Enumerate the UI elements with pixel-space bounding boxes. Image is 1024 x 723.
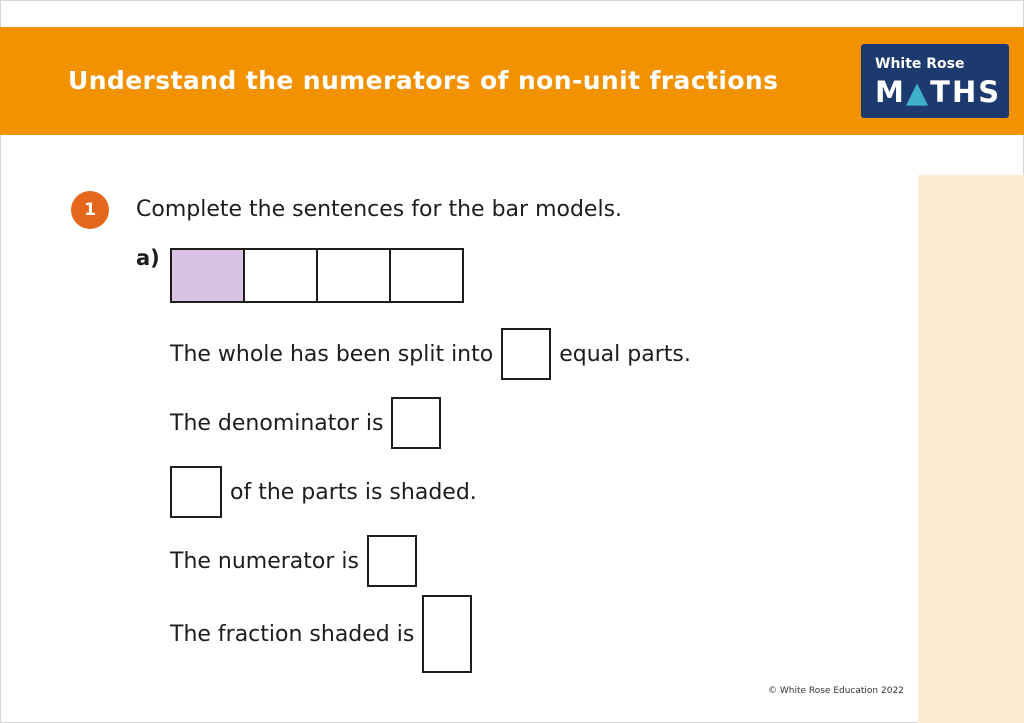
- question-instruction: Complete the sentences for the bar models.: [136, 197, 623, 222]
- copyright-notice: © White Rose Education 2022: [768, 686, 904, 696]
- answer-box-shaded-count[interactable]: [170, 466, 222, 518]
- bar-part: [245, 250, 318, 301]
- answer-box-parts[interactable]: [501, 328, 551, 380]
- logo-top-text: White Rose: [875, 56, 965, 72]
- logo-bottom-text: [875, 75, 1001, 109]
- answer-box-fraction[interactable]: [422, 595, 472, 673]
- sentence-numerator: [170, 535, 417, 587]
- logo-letters-ths: THS: [930, 75, 1002, 109]
- bar-part: [318, 250, 391, 301]
- sentence-text: of the parts is shaded.: [230, 479, 477, 505]
- side-panel: [918, 175, 1024, 723]
- question-number-badge: 1: [71, 191, 109, 229]
- sentence-parts-shaded: [170, 466, 477, 518]
- bar-part-shaded: [172, 250, 245, 301]
- answer-box-denominator[interactable]: [391, 397, 441, 449]
- sentence-text: The denominator is: [170, 410, 384, 436]
- logo-triangle-icon: ▲: [905, 75, 931, 109]
- sentence-fraction-shaded: [170, 595, 472, 673]
- sentence-text: The whole has been split into: [170, 341, 494, 367]
- sentence-text: The numerator is: [170, 548, 359, 574]
- sentence-whole-split: [170, 328, 691, 380]
- answer-box-numerator[interactable]: [367, 535, 417, 587]
- bar-model: [170, 248, 464, 303]
- sentence-denominator: [170, 397, 441, 449]
- sentence-text: The fraction shaded is: [170, 621, 415, 647]
- bar-part: [391, 250, 462, 301]
- sentence-text: equal parts.: [559, 341, 691, 367]
- page-title: Understand the numerators of non-unit fractions: [68, 66, 779, 95]
- white-rose-maths-logo: [861, 44, 1009, 118]
- part-label: a): [136, 246, 160, 270]
- logo-letter-m: M: [875, 75, 906, 109]
